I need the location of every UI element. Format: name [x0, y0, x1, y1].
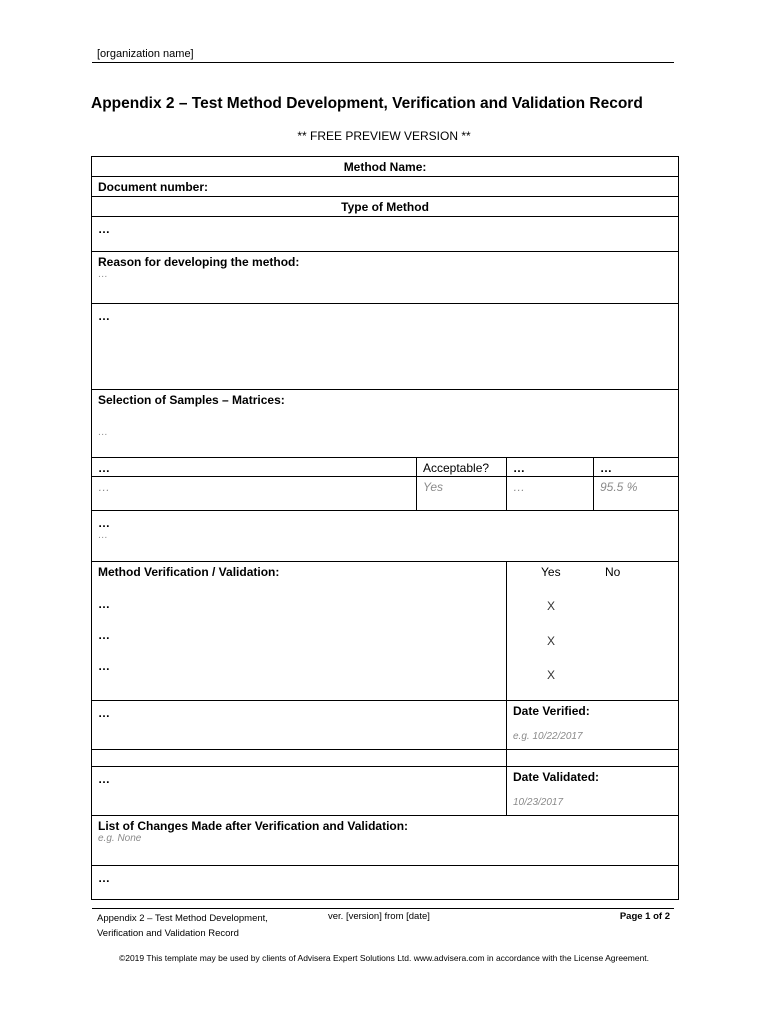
footer-copyright: ©2019 This template may be used by clients of Advisera Expert Solutions Ltd. www.advisera.com in accordance with the License Agreement.: [118, 953, 650, 963]
header-divider: [92, 62, 674, 63]
footer-document-name: [97, 911, 268, 941]
record-form-table: [91, 156, 679, 900]
spacer-cell-right: [507, 750, 679, 767]
yes-column-label: Yes: [541, 565, 561, 579]
date-validated-label: Date Validated:: [513, 770, 600, 784]
date-verified-cell[interactable]: [507, 701, 679, 750]
verification-label: Method Verification / Validation:: [98, 565, 280, 579]
acceptance-value-col3[interactable]: …: [507, 477, 594, 511]
misc-field[interactable]: [92, 511, 679, 562]
spacer-cell-left: [92, 750, 507, 767]
final-field[interactable]: [92, 866, 679, 900]
verification-item-1[interactable]: …: [98, 597, 110, 611]
reason-field[interactable]: [92, 252, 679, 304]
verification-item-1-yes-mark[interactable]: X: [547, 599, 556, 613]
document-number-row: [92, 177, 679, 197]
spacer-row: [92, 750, 679, 767]
reason-label: Reason for developing the method:: [98, 255, 300, 269]
reason-row: [92, 252, 679, 304]
acceptance-value-acceptable[interactable]: Yes: [417, 477, 507, 511]
footer-divider: [92, 908, 674, 909]
method-name-row: [92, 157, 679, 177]
samples-label: Selection of Samples – Matrices:: [98, 393, 285, 407]
final-row: [92, 866, 679, 900]
date-validated-hint: 10/23/2017: [513, 797, 564, 808]
acceptance-value-row: [92, 477, 679, 511]
acceptance-header-acceptable: Acceptable?: [417, 458, 507, 477]
organization-name: [organization name]: [97, 48, 194, 60]
type-of-method-value-text: …: [98, 222, 110, 236]
date-verified-label: Date Verified:: [513, 704, 590, 718]
type-of-method-value-row: [92, 217, 679, 252]
verified-row: [92, 701, 679, 750]
description-row: [92, 304, 679, 390]
document-number-field[interactable]: Document number:: [92, 177, 679, 197]
footer-document-name-line1: Appendix 2 – Test Method Development,: [97, 913, 268, 924]
validated-value: …: [98, 772, 110, 786]
verification-item-2-yes-mark[interactable]: X: [547, 634, 556, 648]
verification-item-3-yes-mark[interactable]: X: [547, 668, 556, 682]
preview-notice: ** FREE PREVIEW VERSION **: [297, 129, 471, 143]
type-of-method-heading: Type of Method: [92, 197, 679, 217]
footer-document-name-line2: Verification and Validation Record: [97, 928, 239, 939]
samples-hint: …: [98, 427, 108, 438]
type-of-method-value[interactable]: [92, 217, 679, 252]
method-name-field[interactable]: Method Name:: [92, 157, 679, 177]
validated-value-cell[interactable]: [92, 767, 507, 816]
date-validated-cell[interactable]: [507, 767, 679, 816]
changes-hint: e.g. None: [98, 833, 142, 844]
acceptance-header-col4: …: [594, 458, 679, 477]
misc-row: [92, 511, 679, 562]
verification-items-cell: [92, 562, 507, 701]
samples-row: [92, 390, 679, 458]
type-of-method-row: [92, 197, 679, 217]
acceptance-header-row: [92, 458, 679, 477]
verification-item-3[interactable]: …: [98, 659, 110, 673]
verified-value-cell[interactable]: [92, 701, 507, 750]
footer-version: ver. [version] from [date]: [328, 911, 430, 922]
acceptance-value-col1[interactable]: …: [92, 477, 417, 511]
yes-no-header: [507, 562, 678, 580]
changes-row: [92, 816, 679, 866]
no-column-label: No: [605, 565, 621, 579]
changes-field[interactable]: [92, 816, 679, 866]
description-value: …: [98, 309, 110, 323]
acceptance-value-col4[interactable]: 95.5 %: [594, 477, 679, 511]
verification-yes-no-cell: [507, 562, 679, 701]
final-value: …: [98, 871, 110, 885]
misc-value: …: [98, 516, 110, 530]
date-verified-hint: e.g. 10/22/2017: [513, 731, 583, 742]
reason-hint: …: [98, 269, 108, 280]
acceptance-header-col3: …: [507, 458, 594, 477]
verification-row: [92, 562, 679, 701]
acceptance-header-col1: …: [92, 458, 417, 477]
description-field[interactable]: [92, 304, 679, 390]
changes-label: List of Changes Made after Verification and Validation:: [98, 819, 409, 833]
samples-field[interactable]: [92, 390, 679, 458]
verified-value: …: [98, 706, 110, 720]
misc-hint: …: [98, 530, 108, 541]
page-title: Appendix 2 – Test Method Development, Verification and Validation Record: [91, 95, 643, 112]
footer-page-number: Page 1 of 2: [619, 911, 670, 922]
validated-row: [92, 767, 679, 816]
verification-item-2[interactable]: …: [98, 628, 110, 642]
